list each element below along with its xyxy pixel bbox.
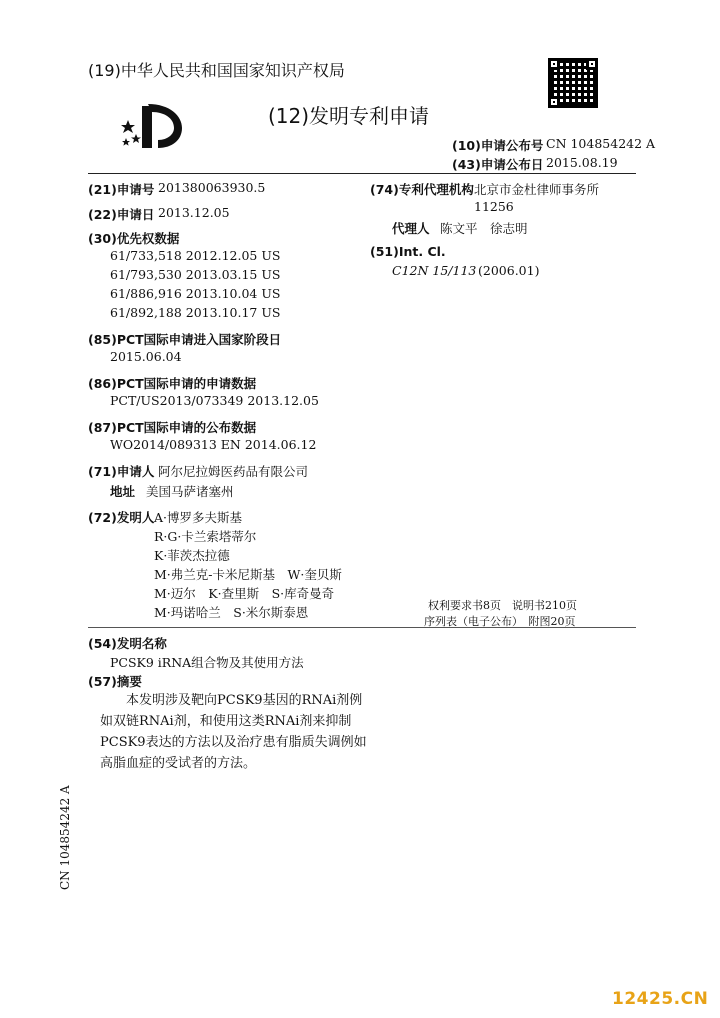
page-count-line: 权利要求书8页 说明书210页 xyxy=(428,599,577,612)
inventor-line: R·G·卡兰索塔蒂尔 xyxy=(154,529,257,544)
inventor-line: K·菲茨杰拉德 xyxy=(154,548,230,563)
inventor-line: A·博罗多夫斯基 xyxy=(154,510,243,525)
ipc-label: (51)Int. Cl. xyxy=(370,244,446,259)
header-divider xyxy=(88,173,636,174)
pct-publication-data: WO2014/089313 EN 2014.06.12 xyxy=(110,437,317,452)
publication-number-label: (10)申请公布号 xyxy=(452,138,544,153)
inventor-line: M·玛诺哈兰 S·米尔斯泰恩 xyxy=(154,605,309,620)
pct-application-label: (86)PCT国际申请的申请数据 xyxy=(88,376,257,391)
application-number: 201380063930.5 xyxy=(158,180,266,195)
ipc-class: C12N 15/113 xyxy=(392,263,477,278)
applicant-name: 阿尔尼拉姆医药品有限公司 xyxy=(158,464,309,479)
page-count-line: 序列表（电子公布） 附图20页 xyxy=(424,615,576,628)
ipc-year: (2006.01) xyxy=(478,263,540,278)
inventor-line: M·弗兰克-卡米尼斯基 W·奎贝斯 xyxy=(154,567,342,582)
pct-publication-label: (87)PCT国际申请的公布数据 xyxy=(88,420,257,435)
invention-title: PCSK9 iRNA组合物及其使用方法 xyxy=(110,655,304,670)
inventor-label: (72)发明人 xyxy=(88,510,155,525)
pct-application-data: PCT/US2013/073349 2013.12.05 xyxy=(110,393,319,408)
side-publication-number: CN 104854242 A xyxy=(58,785,72,890)
application-number-label: (21)申请号 xyxy=(88,182,155,197)
application-date-label: (22)申请日 xyxy=(88,207,155,222)
priority-entry: 61/886,916 2013.10.04 US xyxy=(110,286,281,301)
priority-entry: 61/733,518 2012.12.05 US xyxy=(110,248,281,263)
agency-label: (74)专利代理机构 xyxy=(370,182,474,197)
abstract-label: (57)摘要 xyxy=(88,674,142,689)
publication-date-label: (43)申请公布日 xyxy=(452,157,544,172)
qr-code-icon xyxy=(548,58,598,108)
publication-date: 2015.08.19 xyxy=(546,155,618,170)
address-value: 美国马萨诸塞州 xyxy=(146,484,234,499)
agency-name: 北京市金杜律师事务所 xyxy=(474,182,600,197)
agency-code: 11256 xyxy=(474,199,514,214)
application-date: 2013.12.05 xyxy=(158,205,230,220)
applicant-label: (71)申请人 xyxy=(88,464,155,479)
inventor-line: M·迈尔 K·查里斯 S·库奇曼奇 xyxy=(154,586,335,601)
priority-entry: 61/892,188 2013.10.17 US xyxy=(110,305,281,320)
authority-heading: (19)中华人民共和国国家知识产权局 xyxy=(88,61,345,80)
agent-label: 代理人 xyxy=(392,221,430,236)
site-watermark: 12425.CN xyxy=(612,989,709,1009)
publication-number: CN 104854242 A xyxy=(546,136,656,151)
pct-entry-label: (85)PCT国际申请进入国家阶段日 xyxy=(88,332,282,347)
title-label: (54)发明名称 xyxy=(88,636,167,651)
pct-entry-date: 2015.06.04 xyxy=(110,349,182,364)
priority-label: (30)优先权数据 xyxy=(88,231,180,246)
document-type-heading: (12)发明专利申请 xyxy=(268,104,430,128)
abstract-text: 本发明涉及靶向PCSK9基因的RNAi剂例如双链RNAi剂，和使用这类RNAi剂来抑制PCSK9表达的方法以及治疗患有脂质失调例如高脂血症的受试者的方法。 xyxy=(100,693,367,771)
address-label: 地址 xyxy=(110,484,136,499)
body-divider xyxy=(88,627,636,628)
agent-names: 陈文平 徐志明 xyxy=(440,221,528,236)
cnipa-emblem-icon xyxy=(118,100,188,152)
priority-entry: 61/793,530 2013.03.15 US xyxy=(110,267,281,282)
